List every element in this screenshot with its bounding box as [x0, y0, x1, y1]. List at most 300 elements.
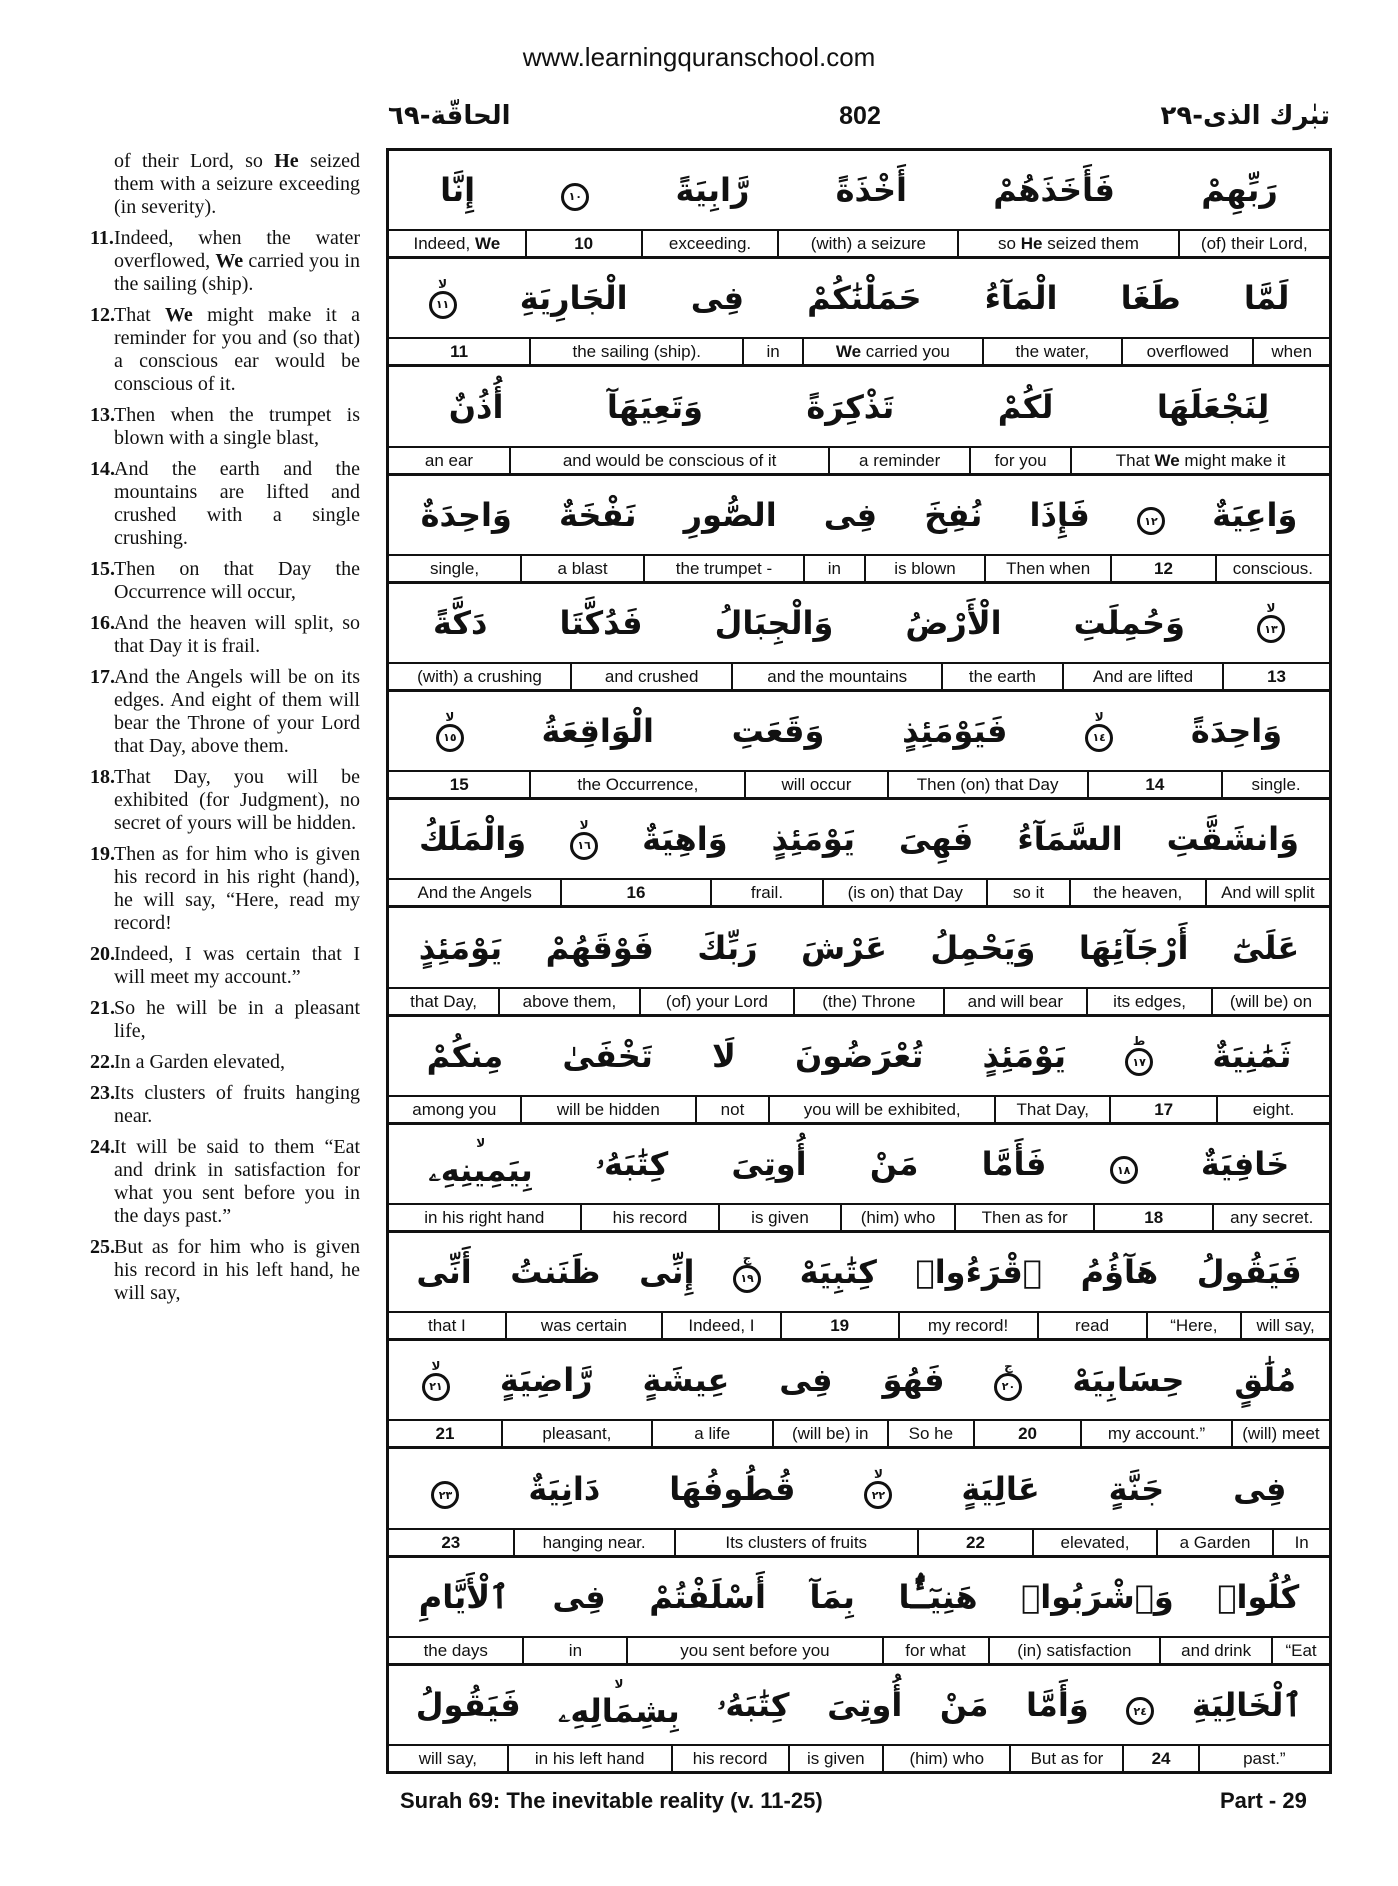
- translation-verse: [90, 666, 360, 758]
- translation-verse: [90, 150, 360, 219]
- word-meaning-cell: and drink: [1161, 1638, 1273, 1663]
- verse-number: 20.: [90, 943, 115, 965]
- translation-verse: [90, 458, 360, 550]
- juz-name-header: تبٰرك الذى-٢٩: [1160, 101, 1330, 131]
- translation-verse: [90, 304, 360, 396]
- arabic-word: خَافِيَةٌ: [1200, 1144, 1290, 1183]
- arabic-word: مُلَٰقٍ: [1234, 1361, 1297, 1400]
- meaning-text: carried you: [861, 342, 950, 362]
- site-url[interactable]: www.learningquranschool.com: [522, 42, 876, 72]
- arabic-word: أُوتِىَ: [827, 1685, 903, 1724]
- word-meaning-cell: (will) meet: [1242, 1424, 1320, 1444]
- arabic-word: أَسْلَفْتُمْ: [649, 1577, 766, 1616]
- translation-verse: [90, 558, 360, 604]
- ayah-number-circle-icon: ٢٣: [431, 1481, 459, 1509]
- arabic-word: الْأَرْضُ: [905, 603, 1002, 642]
- arabic-word: نَفْخَةٌ: [559, 495, 637, 534]
- arabic-word: كِتَٰبِيَهْ: [799, 1253, 877, 1292]
- arabic-word: قُطُوفُهَا: [669, 1469, 796, 1508]
- verse-text: So he will be in a pleasant life,: [114, 997, 360, 1042]
- arabic-row: [389, 476, 1329, 556]
- verse-body: [114, 558, 360, 604]
- ayah-number-cell: 18: [1095, 1205, 1214, 1230]
- arabic-word: عَرْشَ: [801, 928, 887, 967]
- arabic-word: وَحُمِلَتِ: [1073, 603, 1185, 642]
- word-meaning-cell: in his right hand: [389, 1205, 582, 1230]
- emphasis-text: He: [1020, 234, 1043, 254]
- word-meaning-cell: not: [697, 1097, 770, 1122]
- word-meaning-cell: will say,: [1256, 1316, 1315, 1336]
- arabic-word: لَكُمْ: [997, 387, 1054, 426]
- ayah-end-marker: [994, 1360, 1022, 1401]
- arabic-word: كُلُوا۟: [1217, 1577, 1300, 1616]
- word-meaning-cell: (the) Throne: [795, 989, 944, 1014]
- arabic-word: وَتَعِيَهَآ: [606, 387, 703, 426]
- arabic-word: رَبِّهِمْ: [1201, 171, 1278, 210]
- ayah-number-cell: 20: [975, 1421, 1082, 1446]
- pause-mark: ج: [742, 1250, 752, 1265]
- translation-verse: [90, 1082, 360, 1128]
- word-meaning-cell: the earth: [943, 664, 1064, 689]
- arabic-word: فِى: [779, 1361, 833, 1400]
- emphasis-text: We: [164, 304, 193, 326]
- word-meaning-cell: a blast: [522, 556, 645, 581]
- arabic-word: إِنِّى: [639, 1253, 695, 1292]
- verse-number: 12.: [90, 304, 115, 326]
- arabic-row: [389, 584, 1329, 664]
- ayah-end-marker: [864, 1468, 892, 1509]
- word-meaning-cell: you will be exhibited,: [770, 1097, 996, 1122]
- word-meaning-cell: single,: [389, 556, 522, 581]
- verse-row-pair: [389, 1449, 1329, 1557]
- arabic-word: أُذُنٌ: [448, 387, 504, 426]
- english-row: [389, 772, 1329, 797]
- arabic-word: فَوْقَهُمْ: [545, 928, 654, 967]
- verse-row-pair: [389, 1233, 1329, 1341]
- meaning-text: might make it: [1179, 450, 1286, 470]
- verse-number: 17.: [90, 666, 115, 688]
- verse-row-pair: [389, 908, 1329, 1016]
- arabic-row: [389, 1666, 1329, 1746]
- ayah-end-marker: [1137, 494, 1165, 535]
- word-meaning-cell: overflowed: [1123, 339, 1254, 364]
- verse-text: might make it a reminder for you and (so that) a conscious ear would be conscious of it.: [114, 304, 360, 395]
- arabic-word: وَاهِيَةٌ: [642, 820, 728, 859]
- arabic-word: عِيشَةٍ: [642, 1361, 730, 1400]
- word-meaning-cell: “Here,: [1148, 1313, 1243, 1338]
- arabic-word: طَغَا: [1120, 279, 1181, 318]
- ayah-number-cell: 10: [527, 231, 643, 256]
- arabic-word: دَكَّةً: [433, 603, 488, 642]
- word-meaning-cell: an ear: [389, 448, 511, 473]
- word-meaning-cell: (will be) on: [1229, 991, 1313, 1011]
- translation-verse: [90, 943, 360, 989]
- arabic-word: حَمَلْنَٰكُمْ: [807, 279, 922, 318]
- word-meaning-cell: [389, 231, 527, 256]
- verse-body: [114, 227, 360, 296]
- verse-text: seized them with a seizure exceeding (in severity).: [114, 150, 360, 218]
- arabic-word: وَٱشْرَبُوا۟: [1021, 1577, 1174, 1616]
- arabic-word: كِتَٰبَهُۥ: [717, 1685, 790, 1724]
- verse-number: 21.: [90, 997, 115, 1019]
- word-meaning-cell: [804, 339, 984, 364]
- verse-text: That Day, you will be exhibited (for Judgment), no secret of yours will be hidden.: [114, 766, 360, 834]
- word-meaning-cell: (in) satisfaction: [990, 1638, 1162, 1663]
- word-meaning-cell: eight.: [1252, 1099, 1295, 1119]
- arabic-word: حِسَابِيَهْ: [1072, 1361, 1185, 1400]
- arabic-word: هَنِيٓـًٔۢا: [898, 1577, 978, 1616]
- verse-number: 18.: [90, 766, 115, 788]
- word-meaning-cell: in: [524, 1638, 628, 1663]
- ayah-end-marker: [422, 1360, 450, 1401]
- ayah-number-circle-icon: ١٨: [1110, 1156, 1138, 1184]
- arabic-word: عَالِيَةٍ: [961, 1469, 1040, 1508]
- word-meaning-cell: above them,: [500, 989, 641, 1014]
- english-row: [389, 664, 1329, 689]
- word-meaning-cell: for you: [971, 448, 1072, 473]
- word-meaning-cell: pleasant,: [503, 1421, 653, 1446]
- arabic-word: فَهِىَ: [898, 820, 974, 859]
- word-meaning-cell: any secret.: [1230, 1208, 1314, 1228]
- arabic-word: عَلَىٰٓ: [1231, 928, 1300, 967]
- ayah-number-circle-icon: ١٤: [1085, 724, 1113, 752]
- verse-number: 24.: [90, 1136, 115, 1158]
- english-row: [389, 1421, 1329, 1446]
- verse-body: [114, 766, 360, 835]
- footer-part: Part - 29: [1220, 1788, 1307, 1813]
- verse-row-pair: [389, 1558, 1329, 1666]
- arabic-word: بِيَمِينِهِۦ: [428, 1151, 533, 1190]
- ayah-number-cell: 19: [782, 1313, 900, 1338]
- arabic-word: وَاحِدَةً: [1190, 712, 1283, 751]
- verse-number: 14.: [90, 458, 115, 480]
- arabic-word: فَيَوْمَئِذٍ: [902, 712, 1008, 751]
- meaning-text: Indeed,: [413, 234, 475, 254]
- ayah-number-circle-icon: ١٥: [436, 724, 464, 752]
- word-meaning-cell: my record!: [900, 1313, 1039, 1338]
- word-meaning-cell: Then (on) that Day: [889, 772, 1089, 797]
- word-meaning-cell: And will split: [1221, 883, 1315, 903]
- word-meaning-cell: (is on) that Day: [824, 880, 988, 905]
- arabic-word: مَنْ: [939, 1685, 989, 1724]
- arabic-word: وَقَعَتِ: [731, 712, 825, 751]
- verse-number: 13.: [90, 404, 115, 426]
- word-meaning-cell: will occur: [746, 772, 888, 797]
- verse-number: 19.: [90, 843, 115, 865]
- translation-verse: [90, 227, 360, 296]
- translation-verse: [90, 1136, 360, 1228]
- ayah-end-marker: [570, 819, 598, 860]
- word-meaning-cell: that Day,: [389, 989, 500, 1014]
- verse-body: [114, 458, 360, 550]
- pause-mark: لا: [431, 1358, 441, 1373]
- verse-row-pair: [389, 800, 1329, 908]
- word-meaning-cell: and the mountains: [733, 664, 943, 689]
- word-meaning-cell: was certain: [507, 1313, 663, 1338]
- arabic-row: [389, 151, 1329, 231]
- arabic-word: دَانِيَةٌ: [528, 1469, 601, 1508]
- word-meaning-cell: in: [805, 556, 866, 581]
- verse-body: [114, 997, 360, 1043]
- word-meaning-cell: the Occurrence,: [531, 772, 746, 797]
- ayah-end-marker: [436, 711, 464, 752]
- word-meaning-cell: the heaven,: [1071, 880, 1207, 905]
- pause-mark: لا: [476, 1136, 486, 1151]
- word-by-word-table: [386, 148, 1332, 1774]
- arabic-word: أُوتِىَ: [731, 1144, 807, 1183]
- verse-text: carried you in the sailing (ship).: [114, 250, 360, 295]
- ayah-number-circle-icon: ١٢: [1137, 507, 1165, 535]
- ayah-end-marker: [733, 1252, 761, 1293]
- arabic-word: جَنَّةٍ: [1108, 1469, 1165, 1508]
- arabic-word: الْوَاقِعَةُ: [541, 712, 654, 751]
- word-meaning-cell: So he: [889, 1421, 975, 1446]
- ayah-end-marker: [431, 1468, 459, 1509]
- verse-body: [114, 612, 360, 658]
- translation-verse: [90, 997, 360, 1043]
- arabic-word: وَأَمَّا: [1026, 1685, 1089, 1724]
- ayah-end-marker: [1126, 1684, 1154, 1725]
- arabic-word: الْمَآءُ: [984, 279, 1058, 318]
- arabic-word: مِنكُمْ: [426, 1036, 504, 1075]
- arabic-word: فِى: [823, 495, 878, 534]
- arabic-word: تَخْفَىٰ: [562, 1036, 653, 1075]
- arabic-word: لَمَّا: [1243, 279, 1290, 318]
- ayah-number-cell: 21: [389, 1421, 503, 1446]
- arabic-word: فِى: [1233, 1469, 1287, 1508]
- emphasis-text: We: [474, 234, 501, 254]
- arabic-row: [389, 1017, 1329, 1097]
- word-meaning-cell: single.: [1251, 775, 1301, 795]
- emphasis-text: We: [1154, 450, 1180, 470]
- verse-body: [114, 304, 360, 396]
- meaning-text: so: [998, 234, 1021, 254]
- ayah-number-circle-icon: ١١: [429, 291, 457, 319]
- arabic-word: وَالْمَلَكُ: [418, 820, 527, 859]
- page-number: 802: [839, 102, 881, 130]
- verse-body: [114, 943, 360, 989]
- verse-row-pair: [389, 584, 1329, 692]
- pause-mark: ط: [1132, 1034, 1146, 1049]
- word-meaning-cell: and will bear: [945, 989, 1089, 1014]
- ayah-number-circle-icon: ١٦: [570, 832, 598, 860]
- arabic-word: يَوْمَئِذٍ: [418, 928, 503, 967]
- arabic-row: [389, 1125, 1329, 1205]
- verse-body: [114, 1236, 360, 1305]
- ayah-end-marker: [1085, 711, 1113, 752]
- word-meaning-cell: that I: [389, 1313, 507, 1338]
- arabic-word: أَخْذَةً: [835, 171, 907, 210]
- arabic-word: نُفِخَ: [924, 495, 983, 534]
- verse-number: 23.: [90, 1082, 115, 1104]
- arabic-word: يَوْمَئِذٍ: [982, 1036, 1066, 1075]
- arabic-word-with-mark: [429, 1137, 533, 1190]
- arabic-word: رَّابِيَةً: [675, 171, 750, 210]
- english-row: [389, 880, 1329, 905]
- arabic-word: فَيَقُولُ: [415, 1685, 521, 1724]
- arabic-word: وَاعِيَةٌ: [1212, 495, 1298, 534]
- verse-text: In a Garden elevated,: [114, 1051, 286, 1073]
- word-meaning-cell: (will be) in: [774, 1421, 889, 1446]
- verse-row-pair: [389, 1125, 1329, 1233]
- word-meaning-cell: for what: [884, 1638, 990, 1663]
- word-meaning-cell: among you: [389, 1097, 522, 1122]
- word-meaning-cell: in his left hand: [509, 1746, 673, 1771]
- pause-mark: لا: [614, 1677, 624, 1692]
- word-meaning-cell: the sailing (ship).: [531, 339, 744, 364]
- arabic-word: ٱلْأَيَّامِ: [418, 1577, 509, 1616]
- word-meaning-cell: his record: [673, 1746, 790, 1771]
- arabic-word: تَذْكِرَةً: [806, 387, 895, 426]
- arabic-row: [389, 908, 1329, 988]
- word-meaning-cell: That Day,: [996, 1097, 1111, 1122]
- pause-mark: لا: [873, 1467, 883, 1482]
- ayah-number-cell: 12: [1112, 556, 1216, 581]
- ayah-end-marker: [1257, 602, 1285, 643]
- word-meaning-cell: a Garden: [1158, 1530, 1274, 1555]
- verse-row-pair: [389, 1017, 1329, 1125]
- translation-verse: [90, 1051, 360, 1074]
- word-meaning-cell: elevated,: [1034, 1530, 1158, 1555]
- arabic-word: السَّمَآءُ: [1017, 820, 1123, 859]
- english-row: [389, 339, 1329, 364]
- pause-mark: لا: [579, 817, 589, 832]
- word-meaning-cell: when: [1271, 342, 1313, 362]
- arabic-word: فَأَمَّا: [981, 1144, 1047, 1183]
- english-row: [389, 1638, 1329, 1663]
- word-meaning-cell: And are lifted: [1064, 664, 1224, 689]
- emphasis-text: We: [835, 342, 862, 362]
- word-meaning-cell: (of) your Lord: [641, 989, 795, 1014]
- english-row: [389, 989, 1329, 1014]
- word-meaning-cell: But as for: [1011, 1746, 1124, 1771]
- verse-row-pair: [389, 692, 1329, 800]
- word-meaning-cell: (him) who: [884, 1746, 1011, 1771]
- arabic-word: وَالْجِبَالُ: [714, 603, 834, 642]
- verse-body: [114, 1051, 360, 1074]
- verse-text: Then when the trumpet is blown with a single blast,: [114, 404, 360, 449]
- verse-row-pair: [389, 1341, 1329, 1449]
- arabic-row: [389, 800, 1329, 880]
- ayah-number-cell: 11: [389, 339, 531, 364]
- word-meaning-cell: a life: [653, 1421, 774, 1446]
- arabic-word: أَنِّى: [416, 1253, 472, 1292]
- arabic-word: الْجَارِيَةِ: [519, 279, 628, 318]
- word-meaning-cell: (with) a seizure: [779, 231, 959, 256]
- arabic-word: بِمَآ: [809, 1577, 855, 1616]
- word-meaning-cell: Indeed, I: [663, 1313, 782, 1338]
- ayah-end-marker: [1110, 1143, 1138, 1184]
- translation-column: [90, 150, 360, 1313]
- english-row: [389, 1746, 1329, 1771]
- verse-row-pair: [389, 151, 1329, 259]
- word-meaning-cell: you sent before you: [628, 1638, 883, 1663]
- verse-number: 22.: [90, 1051, 115, 1073]
- verse-body: [114, 404, 360, 450]
- word-meaning-cell: its edges,: [1088, 989, 1213, 1014]
- ayah-end-marker: [561, 170, 589, 211]
- verse-row-pair: [389, 259, 1329, 367]
- verse-text: of their Lord, so: [114, 150, 275, 172]
- verse-body: [114, 1082, 360, 1128]
- word-meaning-cell: will be hidden: [522, 1097, 697, 1122]
- arabic-word: فَأَخَذَهُمْ: [993, 171, 1115, 210]
- word-meaning-cell: the trumpet -: [645, 556, 805, 581]
- arabic-word: وَيَحْمِلُ: [930, 928, 1036, 967]
- english-row: [389, 448, 1329, 473]
- word-meaning-cell: exceeding.: [643, 231, 780, 256]
- arabic-word: وَاحِدَةٌ: [420, 495, 512, 534]
- arabic-row: [389, 259, 1329, 339]
- translation-verse: [90, 766, 360, 835]
- word-meaning-cell: Its clusters of fruits: [676, 1530, 919, 1555]
- arabic-word: ٱلْخَالِيَةِ: [1191, 1685, 1303, 1724]
- arabic-word: مَنْ: [869, 1144, 919, 1183]
- arabic-word: تُعْرَضُونَ: [795, 1036, 924, 1075]
- arabic-row: [389, 1558, 1329, 1638]
- arabic-word: ٱقْرَءُوا۟: [915, 1253, 1042, 1292]
- arabic-word: فَيَقُولُ: [1196, 1253, 1302, 1292]
- arabic-row: [389, 1449, 1329, 1529]
- surah-name-header: الحاقّة-٦٩: [388, 101, 511, 131]
- word-meaning-cell: [959, 231, 1179, 256]
- arabic-word: ظَنَنتُ: [510, 1253, 601, 1292]
- arabic-word: إِنَّا: [440, 171, 476, 210]
- ayah-number-circle-icon: ١٠: [561, 183, 589, 211]
- word-meaning-cell: is given: [720, 1205, 841, 1230]
- verse-row-pair: [389, 367, 1329, 475]
- word-meaning-cell: the water,: [984, 339, 1123, 364]
- ayah-number-circle-icon: ٢٢: [864, 1481, 892, 1509]
- ayah-number-cell: 16: [562, 880, 711, 905]
- ayah-number-circle-icon: ٢٠: [994, 1373, 1022, 1401]
- pause-mark: لا: [1094, 709, 1104, 724]
- word-meaning-cell: (with) a crushing: [389, 664, 572, 689]
- ayah-number-cell: 23: [389, 1530, 515, 1555]
- word-meaning-cell: is blown: [866, 556, 986, 581]
- arabic-word: لِنَجْعَلَهَا: [1156, 387, 1270, 426]
- verse-text: Indeed, when the water overflowed,: [114, 227, 360, 272]
- word-meaning-cell: so it: [988, 880, 1071, 905]
- ayah-number-cell: 24: [1124, 1746, 1199, 1771]
- word-meaning-cell: “Eat: [1285, 1640, 1317, 1660]
- arabic-word: هَآؤُمُ: [1080, 1253, 1159, 1292]
- pause-mark: ج: [1004, 1358, 1013, 1373]
- english-row: [389, 1530, 1329, 1555]
- meaning-text: seized them: [1042, 234, 1139, 254]
- arabic-row: [389, 1341, 1329, 1421]
- arabic-word-with-mark: [558, 1678, 680, 1731]
- footer-surah-title: Surah 69: The inevitable reality (v. 11-25): [400, 1788, 823, 1813]
- arabic-word: فِى: [552, 1577, 606, 1616]
- verse-body: [114, 666, 360, 758]
- ayah-number-circle-icon: ١٧: [1125, 1048, 1153, 1076]
- word-meaning-cell: frail.: [712, 880, 825, 905]
- ayah-number-circle-icon: ١٣: [1257, 615, 1285, 643]
- word-meaning-cell: [1072, 448, 1329, 473]
- verse-text: Then on that Day the Occurrence will occur,: [114, 558, 360, 603]
- word-meaning-cell: Then when: [986, 556, 1112, 581]
- arabic-word: وَانشَقَّتِ: [1166, 820, 1299, 859]
- verse-body: [114, 843, 360, 935]
- translation-verse: [90, 404, 360, 450]
- arabic-word: بِشِمَالِهِۦ: [558, 1692, 680, 1731]
- word-meaning-cell: hanging near.: [515, 1530, 676, 1555]
- pause-mark: لا: [438, 276, 448, 291]
- word-meaning-cell: Then as for: [956, 1205, 1095, 1230]
- arabic-word: فَدُكَّتَا: [559, 603, 643, 642]
- word-meaning-cell: my account.”: [1082, 1421, 1233, 1446]
